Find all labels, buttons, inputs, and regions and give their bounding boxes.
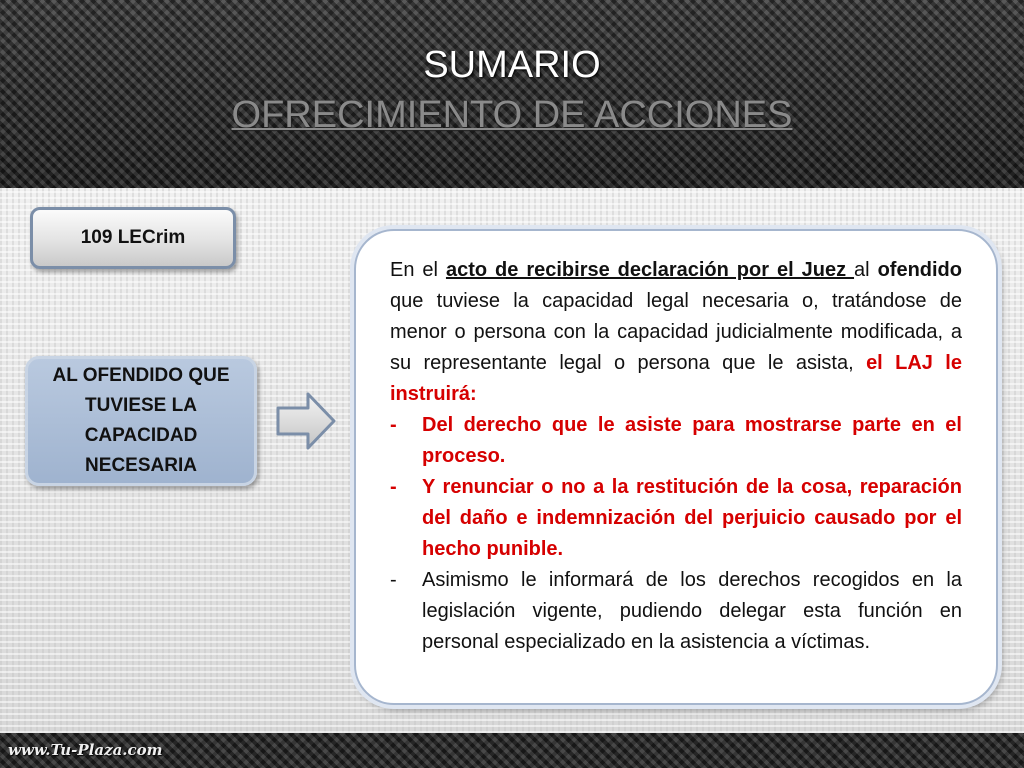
list-dash: -	[390, 414, 397, 436]
intro-underlined-phrase: acto de recibirse declaración por el Juez	[445, 259, 855, 281]
intro-red-instruction: el LAJ le instruirá:	[390, 352, 962, 405]
intro-paragraph	[390, 255, 962, 410]
intro-text-3: que tuviese la capacidad legal necesaria o, tratándose de menor o persona con la capacidad judicialmente modificada, a su representante legal o persona que le asista,	[390, 290, 962, 374]
subject-box	[25, 356, 257, 486]
list-dash: -	[390, 569, 397, 591]
list-item-text: Asimismo le informará de los derechos recogidos en la legislación vigente, pudiendo delegar esta función en personal especializado en la asistencia a víctimas.	[422, 569, 962, 653]
list-item-text: Y renunciar o no a la restitución de la cosa, reparación del daño e indemnización del perjuicio causado por el hecho punible.	[422, 476, 962, 560]
slide-subtitle: OFRECIMIENTO DE ACCIONES	[231, 94, 793, 136]
list-item-text: Del derecho que le asiste para mostrarse parte en el proceso.	[422, 414, 962, 467]
watermark-text: www.Tu-Plaza.com	[8, 741, 163, 759]
right-arrow-icon	[276, 392, 336, 450]
list-dash: -	[390, 476, 397, 498]
list-item	[390, 565, 962, 658]
rights-list	[390, 410, 962, 658]
list-item	[390, 472, 962, 565]
content-panel	[354, 229, 998, 705]
slide-title: SUMARIO	[423, 44, 601, 86]
law-reference-label: 109 LECrim	[80, 227, 186, 248]
subject-label: AL OFENDIDO QUE TUVIESE LA CAPACIDAD NECESARIA	[52, 365, 230, 476]
intro-text-1: En el	[390, 259, 446, 281]
intro-bold-ofendido: ofendido	[877, 259, 962, 281]
header-banner	[0, 0, 1024, 188]
list-item	[390, 410, 962, 472]
intro-text-2: al	[854, 259, 878, 281]
law-reference-box	[30, 207, 236, 269]
